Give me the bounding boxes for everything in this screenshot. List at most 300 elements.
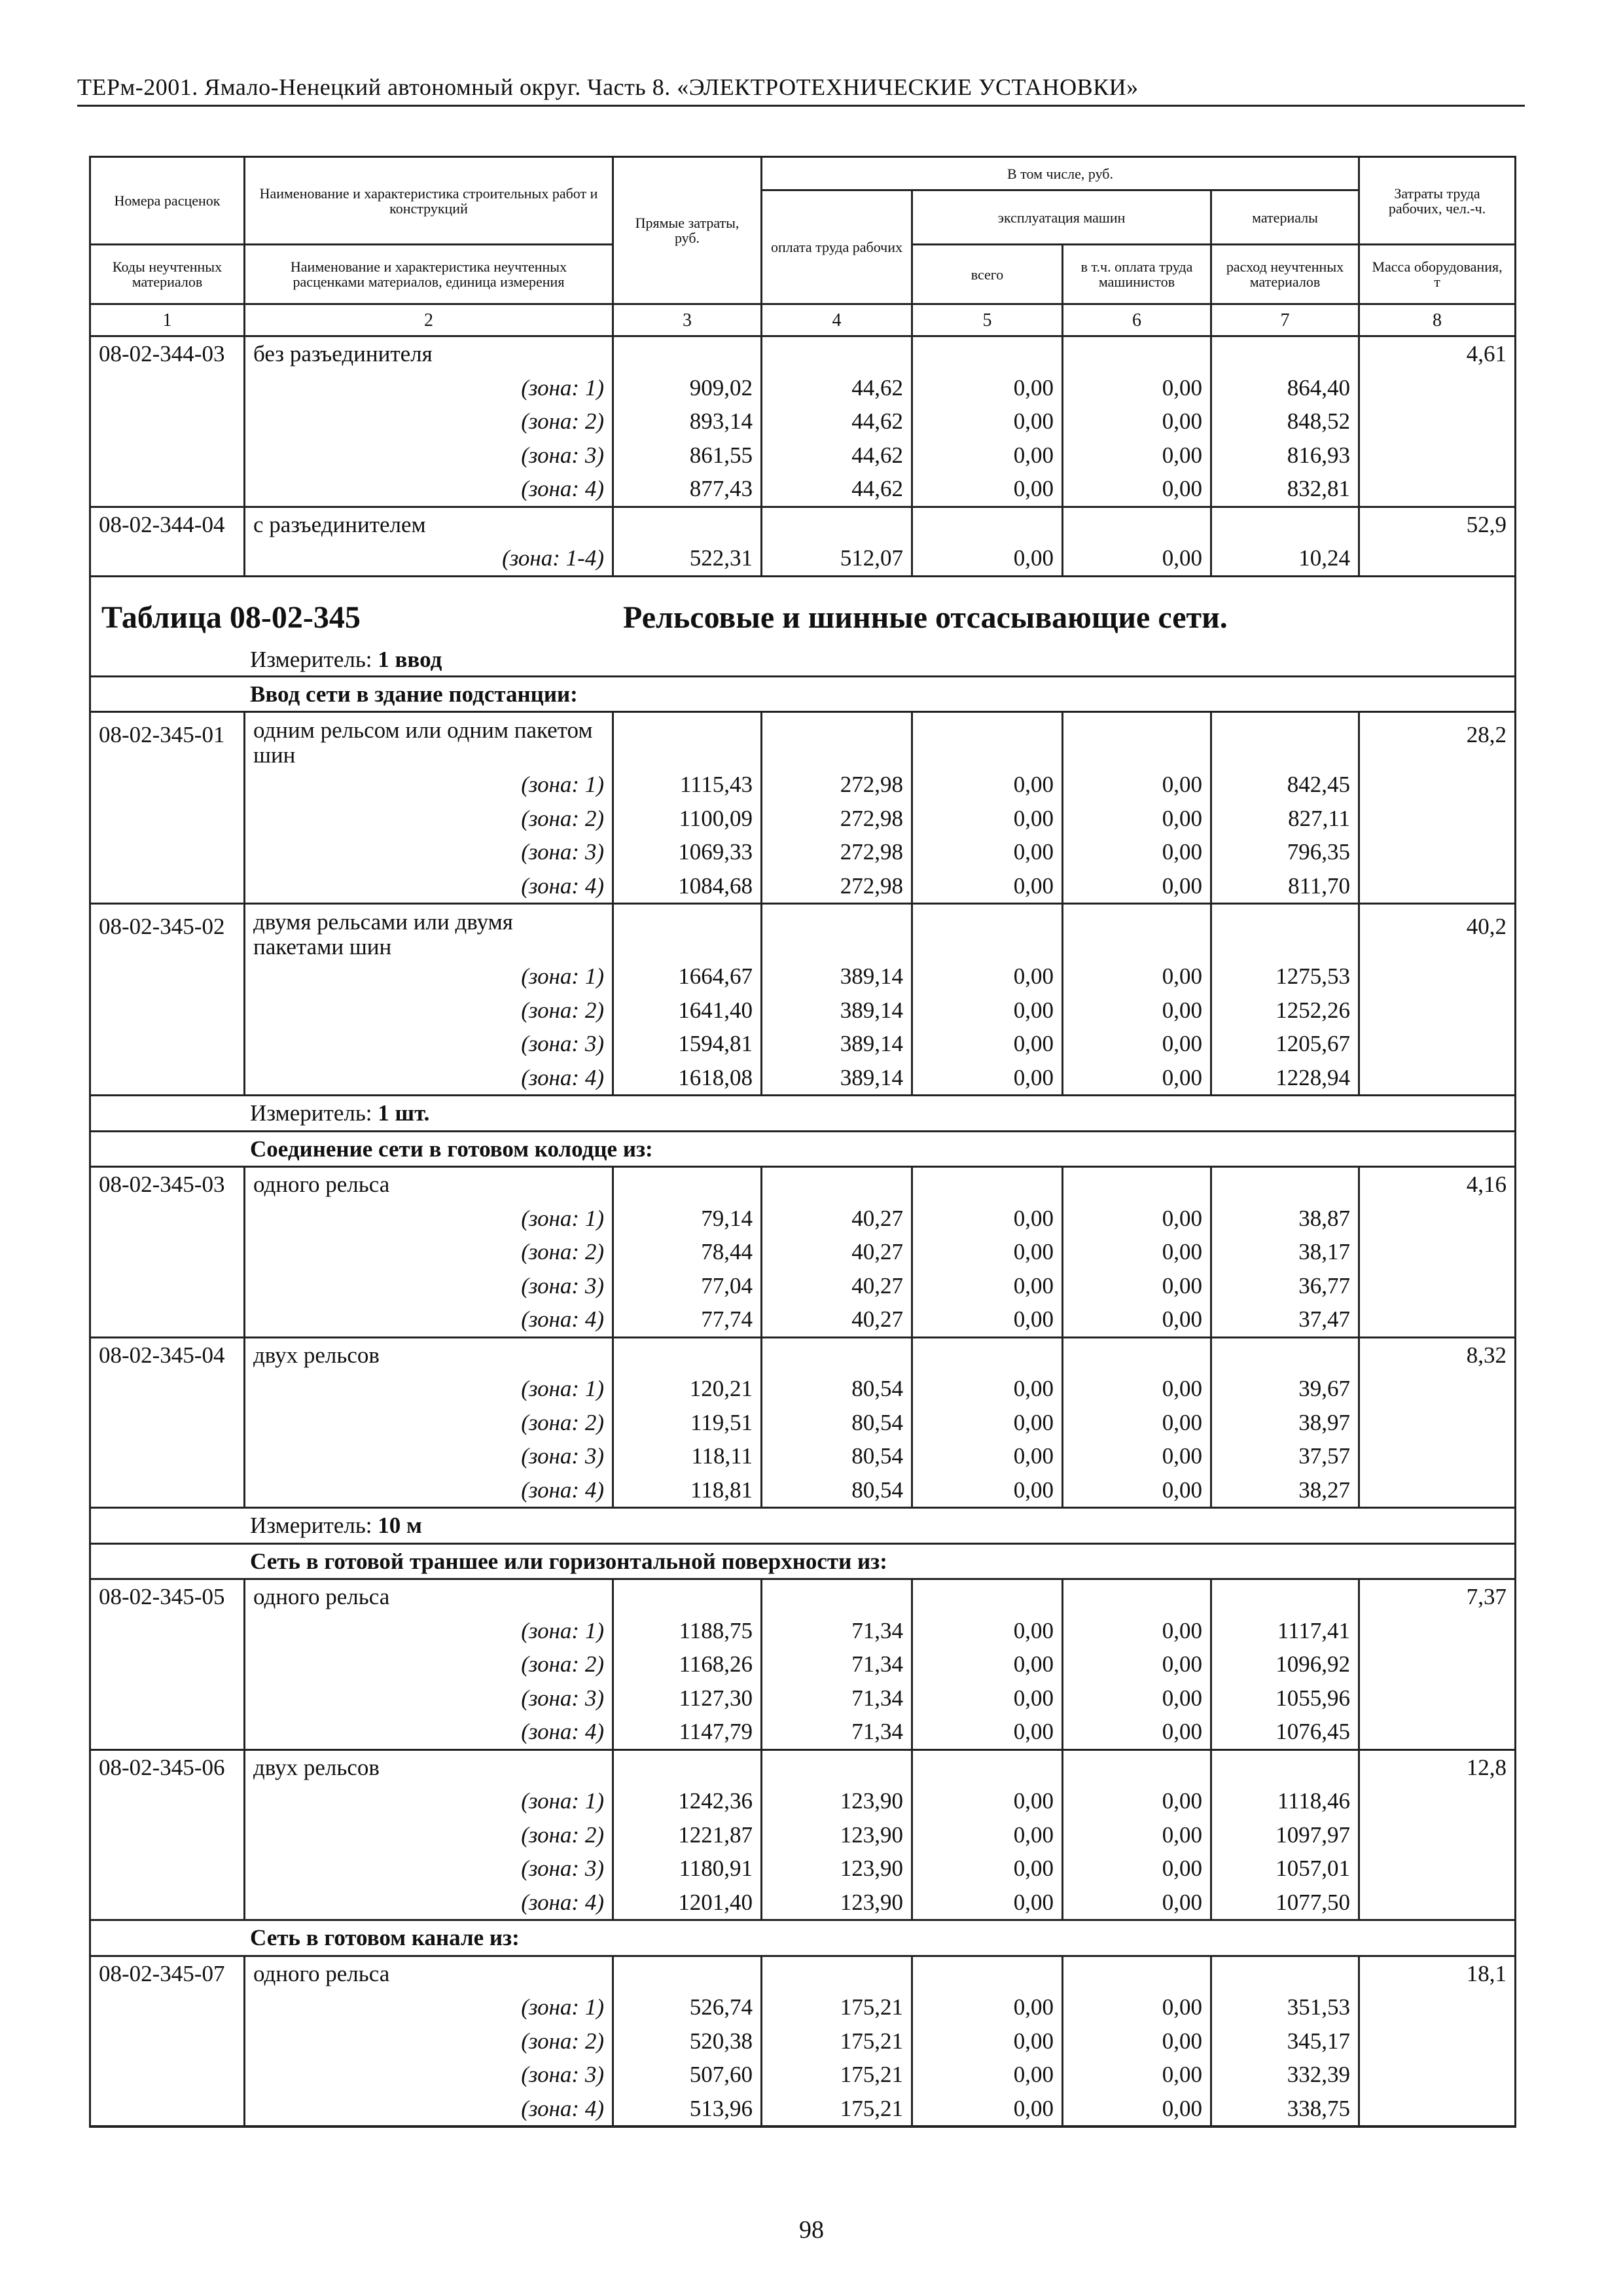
machinist-pay: 0,00 bbox=[1063, 1269, 1211, 1303]
machinist-pay: 0,00 bbox=[1063, 1715, 1211, 1749]
machines-total: 0,00 bbox=[912, 1439, 1063, 1473]
material-usage: 37,47 bbox=[1211, 1302, 1359, 1337]
machines-total: 0,00 bbox=[912, 1715, 1063, 1749]
measure-row bbox=[90, 1508, 1516, 1544]
worker-pay: 123,90 bbox=[762, 1818, 912, 1852]
direct-costs: 522,31 bbox=[613, 541, 762, 576]
material-usage: 345,17 bbox=[1211, 2024, 1359, 2058]
rate-name: двух рельсов bbox=[245, 1337, 613, 1372]
measure-prefix: Измеритель: bbox=[250, 1100, 372, 1126]
zone-label: (зона: 2) bbox=[245, 994, 613, 1028]
direct-costs: 120,21 bbox=[613, 1372, 762, 1406]
machines-total: 0,00 bbox=[912, 1990, 1063, 2024]
material-usage: 351,53 bbox=[1211, 1990, 1359, 2024]
machines-total: 0,00 bbox=[912, 1681, 1063, 1715]
rate-code: 08-02-344-04 bbox=[90, 507, 245, 541]
rate-code: 08-02-345-01 bbox=[90, 712, 245, 768]
table-title: Рельсовые и шинные отсасывающие сети. bbox=[623, 600, 1228, 635]
table-row bbox=[90, 904, 1516, 960]
machines-total: 0,00 bbox=[912, 404, 1063, 439]
header-work-name: Наименование и характеристика строительных работ и конструкций bbox=[245, 157, 613, 245]
measure-line bbox=[250, 643, 442, 677]
column-number: 1 bbox=[90, 304, 245, 336]
equipment-mass: 28,2 bbox=[1359, 712, 1516, 768]
direct-costs: 1664,67 bbox=[613, 960, 762, 994]
zone-label: (зона: 1) bbox=[245, 1990, 613, 2024]
machines-total: 0,00 bbox=[912, 1235, 1063, 1269]
rate-name: двух рельсов bbox=[245, 1749, 613, 1784]
table-row bbox=[90, 835, 1516, 869]
material-usage: 832,81 bbox=[1211, 472, 1359, 507]
header-material-codes: Коды неучтенных материалов bbox=[90, 245, 245, 304]
zone-label: (зона: 1) bbox=[245, 1614, 613, 1648]
machinist-pay: 0,00 bbox=[1063, 994, 1211, 1028]
worker-pay: 80,54 bbox=[762, 1372, 912, 1406]
direct-costs: 861,55 bbox=[613, 439, 762, 473]
rate-name: одного рельса bbox=[245, 1579, 613, 1614]
direct-costs: 513,96 bbox=[613, 2092, 762, 2127]
table-row bbox=[90, 1372, 1516, 1406]
rate-name: с разъединителем bbox=[245, 507, 613, 541]
machines-total: 0,00 bbox=[912, 439, 1063, 473]
rate-code: 08-02-345-06 bbox=[90, 1749, 245, 1784]
material-usage: 38,27 bbox=[1211, 1473, 1359, 1508]
direct-costs: 118,81 bbox=[613, 1473, 762, 1508]
table-row bbox=[90, 1818, 1516, 1852]
rate-code: 08-02-345-03 bbox=[90, 1167, 245, 1202]
header-material-name: Наименование и характеристика неучтенных расценками материалов, единица измерения bbox=[245, 245, 613, 304]
machines-total: 0,00 bbox=[912, 802, 1063, 836]
zone-label: (зона: 1) bbox=[245, 1202, 613, 1236]
direct-costs: 77,74 bbox=[613, 1302, 762, 1337]
direct-costs: 1242,36 bbox=[613, 1784, 762, 1818]
zone-label: (зона: 4) bbox=[245, 1302, 613, 1337]
machinist-pay: 0,00 bbox=[1063, 1302, 1211, 1337]
worker-pay: 71,34 bbox=[762, 1647, 912, 1681]
worker-pay: 389,14 bbox=[762, 994, 912, 1028]
material-usage: 38,87 bbox=[1211, 1202, 1359, 1236]
table-row bbox=[90, 1852, 1516, 1886]
worker-pay: 71,34 bbox=[762, 1614, 912, 1648]
direct-costs: 526,74 bbox=[613, 1990, 762, 2024]
equipment-mass: 4,16 bbox=[1359, 1167, 1516, 1202]
table-row bbox=[90, 1061, 1516, 1096]
zone-label: (зона: 3) bbox=[245, 835, 613, 869]
table-row bbox=[90, 541, 1516, 576]
table-row bbox=[90, 802, 1516, 836]
direct-costs: 1115,43 bbox=[613, 768, 762, 802]
machines-total: 0,00 bbox=[912, 835, 1063, 869]
zone-label: (зона: 3) bbox=[245, 1269, 613, 1303]
machines-total: 0,00 bbox=[912, 472, 1063, 507]
machines-total: 0,00 bbox=[912, 1784, 1063, 1818]
machinist-pay: 0,00 bbox=[1063, 1818, 1211, 1852]
machines-total: 0,00 bbox=[912, 2058, 1063, 2092]
rate-name: без разъединителя bbox=[245, 336, 613, 371]
material-usage: 332,39 bbox=[1211, 2058, 1359, 2092]
table-row bbox=[90, 1302, 1516, 1337]
zone-label: (зона: 3) bbox=[245, 2058, 613, 2092]
machinist-pay: 0,00 bbox=[1063, 439, 1211, 473]
machinist-pay: 0,00 bbox=[1063, 1235, 1211, 1269]
table-row bbox=[90, 404, 1516, 439]
machines-total: 0,00 bbox=[912, 1852, 1063, 1886]
machinist-pay: 0,00 bbox=[1063, 472, 1211, 507]
machinist-pay: 0,00 bbox=[1063, 1439, 1211, 1473]
machinist-pay: 0,00 bbox=[1063, 1990, 1211, 2024]
machinist-pay: 0,00 bbox=[1063, 541, 1211, 576]
zone-label: (зона: 2) bbox=[245, 802, 613, 836]
header-labor-costs: Затраты труда рабочих, чел.-ч. bbox=[1359, 157, 1516, 245]
zone-label: (зона: 4) bbox=[245, 472, 613, 507]
table-row bbox=[90, 1990, 1516, 2024]
column-number: 3 bbox=[613, 304, 762, 336]
zone-label: (зона: 4) bbox=[245, 1715, 613, 1749]
machinist-pay: 0,00 bbox=[1063, 1681, 1211, 1715]
direct-costs: 78,44 bbox=[613, 1235, 762, 1269]
material-usage: 338,75 bbox=[1211, 2092, 1359, 2127]
direct-costs: 1127,30 bbox=[613, 1681, 762, 1715]
table-number: Таблица 08-02-345 bbox=[101, 600, 361, 635]
zone-label: (зона: 4) bbox=[245, 1886, 613, 1920]
machinist-pay: 0,00 bbox=[1063, 404, 1211, 439]
material-usage: 1097,97 bbox=[1211, 1818, 1359, 1852]
material-usage: 10,24 bbox=[1211, 541, 1359, 576]
header-material-usage: расход неучтенных материалов bbox=[1211, 245, 1359, 304]
worker-pay: 71,34 bbox=[762, 1715, 912, 1749]
table-row bbox=[90, 1784, 1516, 1818]
zone-label: (зона: 2) bbox=[245, 1235, 613, 1269]
material-usage: 796,35 bbox=[1211, 835, 1359, 869]
rate-code: 08-02-345-05 bbox=[90, 1579, 245, 1614]
rate-name: одного рельса bbox=[245, 1956, 613, 1990]
machines-total: 0,00 bbox=[912, 1372, 1063, 1406]
machinist-pay: 0,00 bbox=[1063, 1372, 1211, 1406]
rate-code: 08-02-345-04 bbox=[90, 1337, 245, 1372]
measure-prefix: Измеритель: bbox=[250, 1513, 372, 1538]
direct-costs: 1100,09 bbox=[613, 802, 762, 836]
machines-total: 0,00 bbox=[912, 994, 1063, 1028]
table-row bbox=[90, 1956, 1516, 1990]
header-rule bbox=[77, 105, 1525, 107]
section-row bbox=[90, 1131, 1516, 1167]
direct-costs: 507,60 bbox=[613, 2058, 762, 2092]
material-usage: 1205,67 bbox=[1211, 1027, 1359, 1061]
zone-label: (зона: 1-4) bbox=[245, 541, 613, 576]
direct-costs: 909,02 bbox=[613, 371, 762, 405]
machines-total: 0,00 bbox=[912, 1302, 1063, 1337]
direct-costs: 1618,08 bbox=[613, 1061, 762, 1096]
worker-pay: 44,62 bbox=[762, 439, 912, 473]
zone-label: (зона: 3) bbox=[245, 1027, 613, 1061]
material-usage: 848,52 bbox=[1211, 404, 1359, 439]
header-direct-costs: Прямые затраты, руб. bbox=[613, 157, 762, 304]
machinist-pay: 0,00 bbox=[1063, 1406, 1211, 1440]
machines-total: 0,00 bbox=[912, 1202, 1063, 1236]
rate-code: 08-02-345-02 bbox=[90, 904, 245, 960]
section-heading: Сеть в готовой траншее или горизонтальной поверхности из: bbox=[90, 1543, 1516, 1579]
machines-total: 0,00 bbox=[912, 371, 1063, 405]
table-row bbox=[90, 439, 1516, 473]
worker-pay: 272,98 bbox=[762, 835, 912, 869]
zone-label: (зона: 4) bbox=[245, 1473, 613, 1508]
worker-pay: 40,27 bbox=[762, 1269, 912, 1303]
table-row bbox=[90, 712, 1516, 768]
worker-pay: 389,14 bbox=[762, 1027, 912, 1061]
rates-table bbox=[89, 156, 1516, 2128]
worker-pay: 175,21 bbox=[762, 1990, 912, 2024]
zone-label: (зона: 1) bbox=[245, 1372, 613, 1406]
zone-label: (зона: 4) bbox=[245, 869, 613, 904]
equipment-mass: 52,9 bbox=[1359, 507, 1516, 541]
direct-costs: 118,11 bbox=[613, 1439, 762, 1473]
material-usage: 38,97 bbox=[1211, 1406, 1359, 1440]
direct-costs: 1201,40 bbox=[613, 1886, 762, 1920]
header-materials: материалы bbox=[1211, 190, 1359, 245]
zone-label: (зона: 4) bbox=[245, 2092, 613, 2127]
machines-total: 0,00 bbox=[912, 541, 1063, 576]
zone-label: (зона: 1) bbox=[245, 371, 613, 405]
machines-total: 0,00 bbox=[912, 1061, 1063, 1096]
header-machines: эксплуатация машин bbox=[912, 190, 1211, 245]
direct-costs: 79,14 bbox=[613, 1202, 762, 1236]
zone-label: (зона: 2) bbox=[245, 2024, 613, 2058]
header-machines-total: всего bbox=[912, 245, 1063, 304]
direct-costs: 877,43 bbox=[613, 472, 762, 507]
worker-pay: 40,27 bbox=[762, 1302, 912, 1337]
machines-total: 0,00 bbox=[912, 869, 1063, 904]
material-usage: 1117,41 bbox=[1211, 1614, 1359, 1648]
material-usage: 39,67 bbox=[1211, 1372, 1359, 1406]
direct-costs: 893,14 bbox=[613, 404, 762, 439]
machines-total: 0,00 bbox=[912, 1027, 1063, 1061]
worker-pay: 44,62 bbox=[762, 371, 912, 405]
section-row bbox=[90, 676, 1516, 712]
table-row bbox=[90, 960, 1516, 994]
machinist-pay: 0,00 bbox=[1063, 2024, 1211, 2058]
worker-pay: 389,14 bbox=[762, 960, 912, 994]
worker-pay: 44,62 bbox=[762, 472, 912, 507]
machinist-pay: 0,00 bbox=[1063, 1614, 1211, 1648]
table-row bbox=[90, 1715, 1516, 1749]
table-row bbox=[90, 1027, 1516, 1061]
machinist-pay: 0,00 bbox=[1063, 1027, 1211, 1061]
material-usage: 1096,92 bbox=[1211, 1647, 1359, 1681]
column-number: 8 bbox=[1359, 304, 1516, 336]
direct-costs: 1069,33 bbox=[613, 835, 762, 869]
table-row bbox=[90, 1886, 1516, 1920]
zone-label: (зона: 3) bbox=[245, 1439, 613, 1473]
rate-name: одним рельсом или одним пакетом шин bbox=[245, 712, 613, 768]
zone-label: (зона: 2) bbox=[245, 1406, 613, 1440]
zone-label: (зона: 4) bbox=[245, 1061, 613, 1096]
direct-costs: 520,38 bbox=[613, 2024, 762, 2058]
material-usage: 842,45 bbox=[1211, 768, 1359, 802]
table-body bbox=[90, 336, 1516, 2127]
material-usage: 1077,50 bbox=[1211, 1886, 1359, 1920]
material-usage: 1252,26 bbox=[1211, 994, 1359, 1028]
zone-label: (зона: 1) bbox=[245, 960, 613, 994]
zone-label: (зона: 3) bbox=[245, 1681, 613, 1715]
machines-total: 0,00 bbox=[912, 1647, 1063, 1681]
table-row bbox=[90, 1439, 1516, 1473]
table-row bbox=[90, 336, 1516, 371]
header-equipment-mass: Масса оборудования, т bbox=[1359, 245, 1516, 304]
machinist-pay: 0,00 bbox=[1063, 371, 1211, 405]
worker-pay: 389,14 bbox=[762, 1061, 912, 1096]
material-usage: 1228,94 bbox=[1211, 1061, 1359, 1096]
direct-costs: 77,04 bbox=[613, 1269, 762, 1303]
table-row bbox=[90, 994, 1516, 1028]
machinist-pay: 0,00 bbox=[1063, 960, 1211, 994]
machinist-pay: 0,00 bbox=[1063, 1473, 1211, 1508]
table-row bbox=[90, 1269, 1516, 1303]
machines-total: 0,00 bbox=[912, 2092, 1063, 2127]
material-usage: 1275,53 bbox=[1211, 960, 1359, 994]
table-row bbox=[90, 1235, 1516, 1269]
worker-pay: 175,21 bbox=[762, 2092, 912, 2127]
worker-pay: 175,21 bbox=[762, 2058, 912, 2092]
machinist-pay: 0,00 bbox=[1063, 768, 1211, 802]
page-number: 98 bbox=[799, 2216, 824, 2244]
worker-pay: 40,27 bbox=[762, 1235, 912, 1269]
machinist-pay: 0,00 bbox=[1063, 1202, 1211, 1236]
zone-label: (зона: 2) bbox=[245, 404, 613, 439]
measure-prefix: Измеритель: bbox=[250, 646, 372, 672]
table-row bbox=[90, 1337, 1516, 1372]
direct-costs: 1188,75 bbox=[613, 1614, 762, 1648]
column-number: 2 bbox=[245, 304, 613, 336]
material-usage: 1057,01 bbox=[1211, 1852, 1359, 1886]
equipment-mass: 18,1 bbox=[1359, 1956, 1516, 1990]
direct-costs: 119,51 bbox=[613, 1406, 762, 1440]
machines-total: 0,00 bbox=[912, 1269, 1063, 1303]
rate-code: 08-02-345-07 bbox=[90, 1956, 245, 1990]
machines-total: 0,00 bbox=[912, 960, 1063, 994]
direct-costs: 1594,81 bbox=[613, 1027, 762, 1061]
header-rate-numbers: Номера расценок bbox=[90, 157, 245, 245]
equipment-mass: 12,8 bbox=[1359, 1749, 1516, 1784]
machines-total: 0,00 bbox=[912, 1614, 1063, 1648]
worker-pay: 512,07 bbox=[762, 541, 912, 576]
material-usage: 36,77 bbox=[1211, 1269, 1359, 1303]
running-header: ТЕРм-2001. Ямало-Ненецкий автономный округ. Часть 8. «ЭЛЕКТРОТЕХНИЧЕСКИЕ УСТАНОВКИ» bbox=[77, 74, 1139, 100]
material-usage: 1055,96 bbox=[1211, 1681, 1359, 1715]
machinist-pay: 0,00 bbox=[1063, 869, 1211, 904]
header-in-total: В том числе, руб. bbox=[762, 157, 1359, 190]
worker-pay: 123,90 bbox=[762, 1852, 912, 1886]
zone-label: (зона: 2) bbox=[245, 1818, 613, 1852]
header-machinist-pay: в т.ч. оплата труда машинистов bbox=[1063, 245, 1211, 304]
machines-total: 0,00 bbox=[912, 2024, 1063, 2058]
worker-pay: 40,27 bbox=[762, 1202, 912, 1236]
material-usage: 827,11 bbox=[1211, 802, 1359, 836]
direct-costs: 1641,40 bbox=[613, 994, 762, 1028]
material-usage: 37,57 bbox=[1211, 1439, 1359, 1473]
worker-pay: 80,54 bbox=[762, 1473, 912, 1508]
section-row bbox=[90, 1543, 1516, 1579]
equipment-mass: 40,2 bbox=[1359, 904, 1516, 960]
section-heading: Ввод сети в здание подстанции: bbox=[90, 676, 1516, 712]
column-number: 6 bbox=[1063, 304, 1211, 336]
material-usage: 811,70 bbox=[1211, 869, 1359, 904]
rate-code: 08-02-344-03 bbox=[90, 336, 245, 371]
table-row bbox=[90, 2024, 1516, 2058]
measure-unit: 1 ввод bbox=[378, 646, 442, 672]
equipment-mass: 7,37 bbox=[1359, 1579, 1516, 1614]
direct-costs: 1180,91 bbox=[613, 1852, 762, 1886]
zone-label: (зона: 1) bbox=[245, 1784, 613, 1818]
zone-label: (зона: 3) bbox=[245, 439, 613, 473]
measure-row bbox=[90, 1096, 1516, 1132]
equipment-mass: 4,61 bbox=[1359, 336, 1516, 371]
machinist-pay: 0,00 bbox=[1063, 1852, 1211, 1886]
material-usage: 38,17 bbox=[1211, 1235, 1359, 1269]
section-heading: Сеть в готовом канале из: bbox=[90, 1920, 1516, 1956]
table-row bbox=[90, 1473, 1516, 1508]
measure-line bbox=[90, 1096, 1516, 1132]
table-row bbox=[90, 2058, 1516, 2092]
table-row bbox=[90, 869, 1516, 904]
machines-total: 0,00 bbox=[912, 768, 1063, 802]
table-row bbox=[90, 1681, 1516, 1715]
column-number: 7 bbox=[1211, 304, 1359, 336]
table-title-row bbox=[90, 576, 1516, 676]
worker-pay: 123,90 bbox=[762, 1886, 912, 1920]
table-row bbox=[90, 1749, 1516, 1784]
material-usage: 816,93 bbox=[1211, 439, 1359, 473]
worker-pay: 44,62 bbox=[762, 404, 912, 439]
worker-pay: 80,54 bbox=[762, 1439, 912, 1473]
table-row bbox=[90, 472, 1516, 507]
worker-pay: 71,34 bbox=[762, 1681, 912, 1715]
table-row bbox=[90, 1647, 1516, 1681]
table-row bbox=[90, 1167, 1516, 1202]
machines-total: 0,00 bbox=[912, 1473, 1063, 1508]
column-number: 4 bbox=[762, 304, 912, 336]
direct-costs: 1168,26 bbox=[613, 1647, 762, 1681]
table-row bbox=[90, 507, 1516, 541]
machines-total: 0,00 bbox=[912, 1818, 1063, 1852]
rate-name: одного рельса bbox=[245, 1167, 613, 1202]
worker-pay: 175,21 bbox=[762, 2024, 912, 2058]
measure-unit: 10 м bbox=[378, 1513, 422, 1538]
table-header bbox=[90, 157, 1516, 336]
machinist-pay: 0,00 bbox=[1063, 1061, 1211, 1096]
header-worker-pay: оплата труда рабочих bbox=[762, 190, 912, 304]
zone-label: (зона: 2) bbox=[245, 1647, 613, 1681]
direct-costs: 1084,68 bbox=[613, 869, 762, 904]
worker-pay: 272,98 bbox=[762, 869, 912, 904]
section-row bbox=[90, 1920, 1516, 1956]
table-row bbox=[90, 1579, 1516, 1614]
worker-pay: 272,98 bbox=[762, 802, 912, 836]
zone-label: (зона: 1) bbox=[245, 768, 613, 802]
machinist-pay: 0,00 bbox=[1063, 835, 1211, 869]
machines-total: 0,00 bbox=[912, 1406, 1063, 1440]
equipment-mass: 8,32 bbox=[1359, 1337, 1516, 1372]
rate-name: двумя рельсами или двумя пакетами шин bbox=[245, 904, 613, 960]
table-row bbox=[90, 1202, 1516, 1236]
machinist-pay: 0,00 bbox=[1063, 1886, 1211, 1920]
machinist-pay: 0,00 bbox=[1063, 2058, 1211, 2092]
zone-label: (зона: 3) bbox=[245, 1852, 613, 1886]
direct-costs: 1147,79 bbox=[613, 1715, 762, 1749]
table-row bbox=[90, 1614, 1516, 1648]
worker-pay: 272,98 bbox=[762, 768, 912, 802]
machinist-pay: 0,00 bbox=[1063, 2092, 1211, 2127]
table-row bbox=[90, 371, 1516, 405]
